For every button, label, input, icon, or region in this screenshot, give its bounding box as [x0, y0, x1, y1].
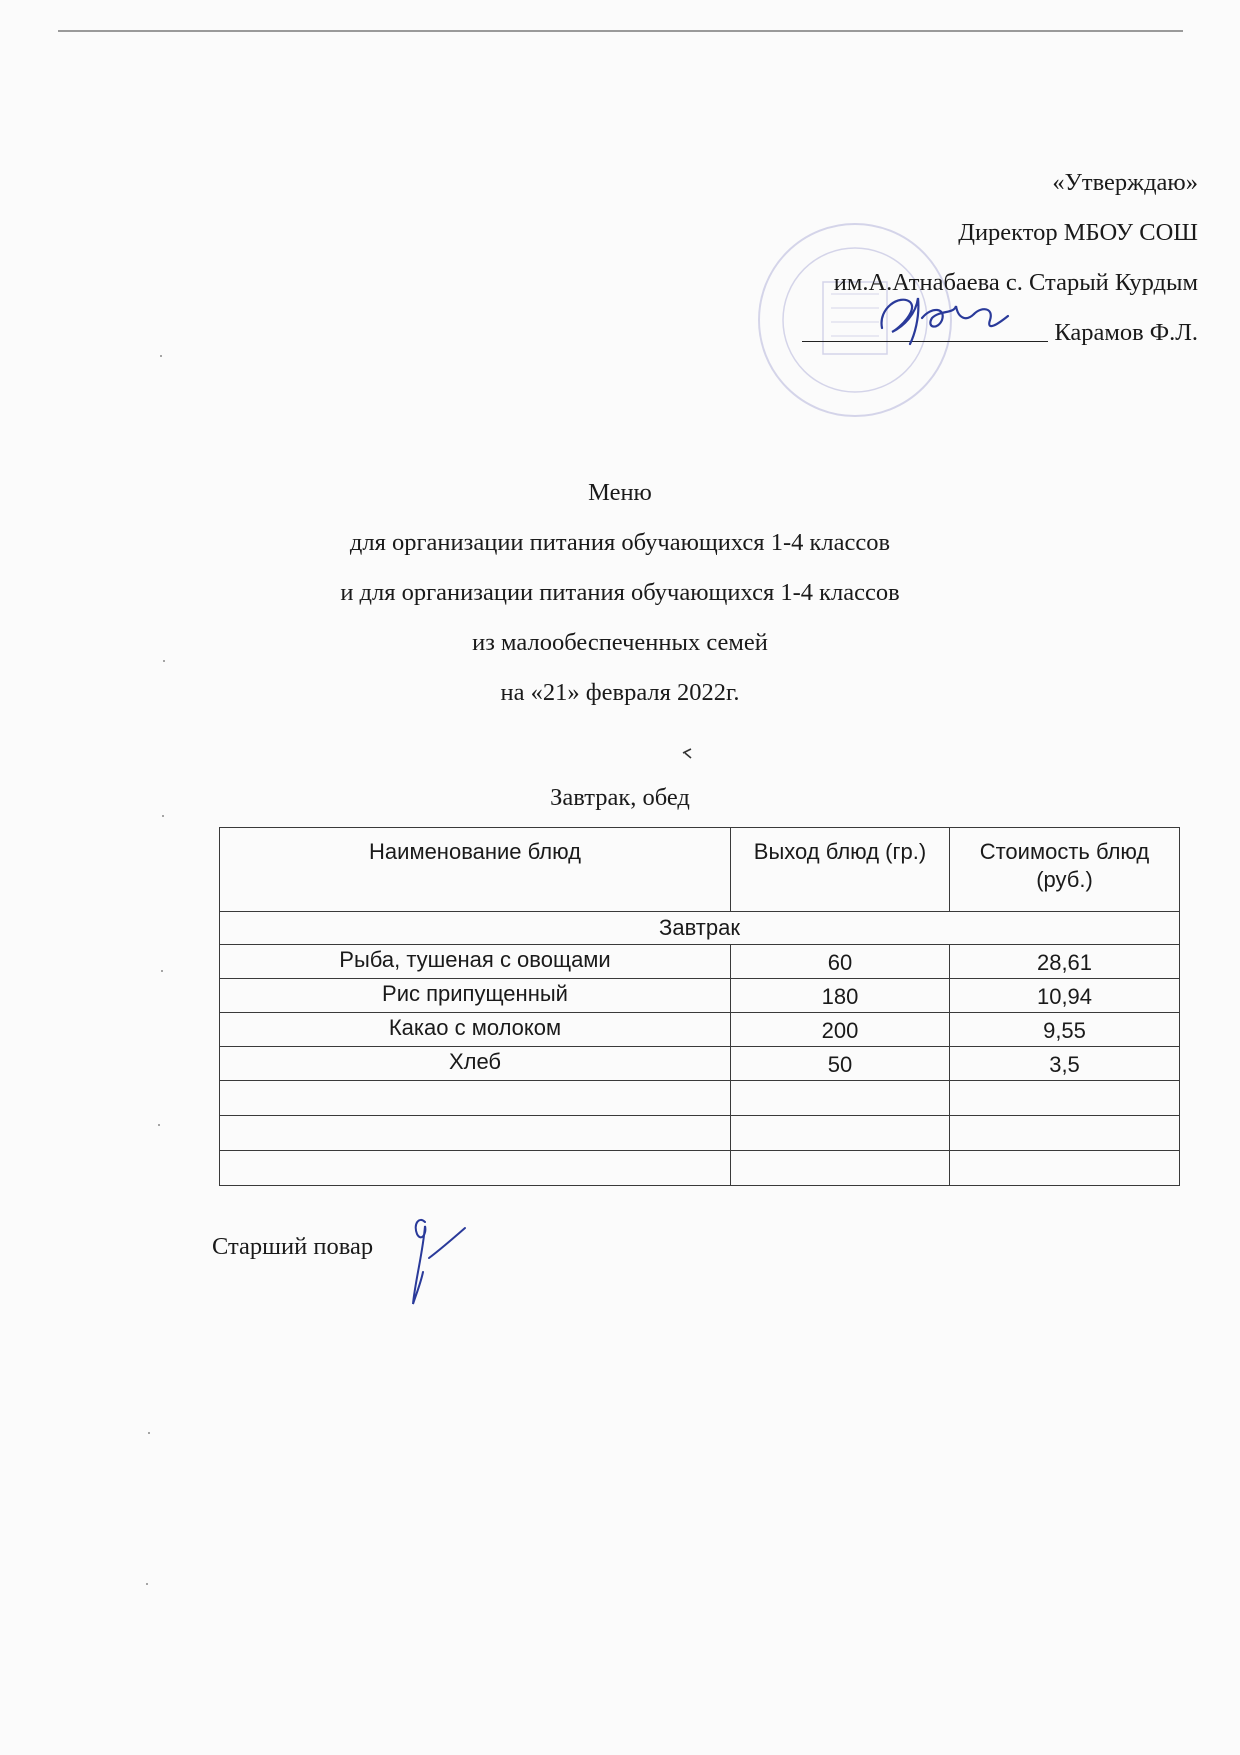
table-row — [220, 979, 1180, 1013]
table-row — [220, 1047, 1180, 1081]
scan-speck — [148, 1432, 150, 1434]
empty-row — [220, 1116, 1180, 1151]
cook-label: Старший повар — [212, 1233, 374, 1260]
dish-name: Какао с молоком — [220, 1013, 731, 1047]
dish-yield: 50 — [731, 1047, 950, 1081]
meal-heading: Завтрак, обед — [550, 784, 690, 811]
menu-table — [219, 827, 1180, 1186]
director-name: Карамов Ф.Л. — [1054, 319, 1198, 346]
tick-mark — [681, 747, 695, 761]
scan-speck — [162, 815, 164, 817]
section-row — [220, 912, 1180, 945]
title-line-3: из малообеспеченных семей — [472, 629, 768, 656]
dish-cost: 10,94 — [950, 979, 1180, 1013]
section-label: Завтрак — [220, 912, 1180, 945]
scan-speck — [160, 355, 162, 357]
school-name: им.А.Атнабаева с. Старый Курдым — [833, 269, 1198, 296]
table-row — [220, 1013, 1180, 1047]
scan-speck — [161, 970, 163, 972]
director-position: Директор МБОУ СОШ — [958, 219, 1198, 246]
title-line-1: для организации питания обучающихся 1-4 классов — [349, 529, 891, 556]
header-cost: Стоимость блюд (руб.) — [950, 828, 1180, 912]
scan-speck — [163, 660, 165, 662]
table-header-row — [220, 828, 1180, 912]
cook-signature — [405, 1212, 475, 1312]
dish-name: Рыба, тушеная с овощами — [220, 945, 731, 979]
header-dish-name: Наименование блюд — [220, 828, 731, 912]
approve-word: «Утверждаю» — [1052, 169, 1198, 196]
menu-date: на «21» февраля 2022г. — [500, 679, 740, 706]
dish-cost: 3,5 — [950, 1047, 1180, 1081]
scan-speck — [146, 1583, 148, 1585]
header-yield: Выход блюд (гр.) — [731, 828, 950, 912]
title-line-2: и для организации питания обучающихся 1-4 классов — [340, 579, 900, 606]
dish-name: Рис припущенный — [220, 979, 731, 1013]
title-block — [0, 468, 1240, 718]
dish-name: Хлеб — [220, 1047, 731, 1081]
director-signature — [870, 288, 1020, 350]
dish-cost: 9,55 — [950, 1013, 1180, 1047]
empty-row — [220, 1081, 1180, 1116]
table-row — [220, 945, 1180, 979]
dish-cost: 28,61 — [950, 945, 1180, 979]
top-rule — [58, 30, 1183, 32]
menu-heading: Меню — [588, 479, 652, 506]
scan-speck — [158, 1124, 160, 1126]
empty-row — [220, 1151, 1180, 1186]
dish-yield: 200 — [731, 1013, 950, 1047]
dish-yield: 60 — [731, 945, 950, 979]
dish-yield: 180 — [731, 979, 950, 1013]
